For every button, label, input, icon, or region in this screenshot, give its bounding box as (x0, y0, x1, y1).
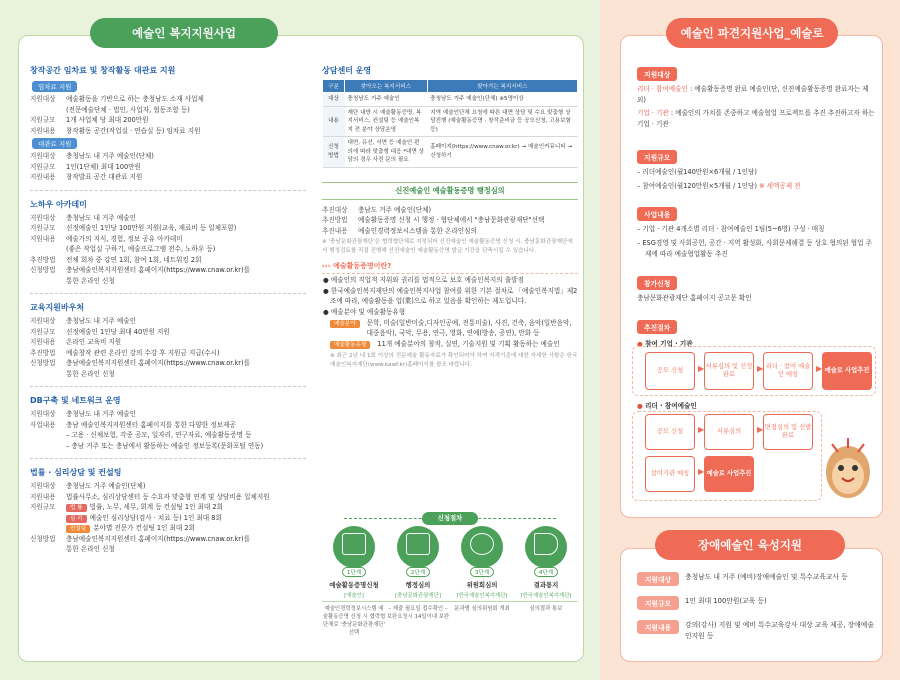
info-value: 심 리 예술인 심리상담(검사 · 치료 등) 1인 최대 8회 (66, 513, 306, 524)
art-note: ※ 최근 2년 내 1회 이상의 전문예술 활동자료가 확인되어야 하며 자격기준에 대한 자세한 사항은 한국예술인복지재단(www.kawf.kr)홈페이지를 참조 바랍니다. (330, 353, 578, 368)
divider (30, 386, 306, 387)
consult-tag: 심 리 (66, 515, 87, 523)
bullet-item: ● 예술분야 및 예술활동유형 (323, 308, 406, 316)
welfare-column-b (322, 65, 578, 369)
bullet-item: ● 한국예술인복지재단의 예술인복지사업 참여를 위한 기본 절차로 「예술인복지법」제2조에 따라, 예술활동을 업(業)으로 하고 있음을 확인하는 제도입니다. (323, 287, 578, 305)
disabled-row: 지원규모 1인 최대 100만원(교육 등) (637, 596, 875, 610)
db-rows (30, 409, 306, 451)
info-value: 법 률 법률, 노무, 세무, 회계 등 컨설팅 1인 최대 2회 (66, 502, 306, 513)
info-value: 충남예술인복지지원센터 홈페이지(https://www.cnaw.or.kr)를 (66, 359, 250, 367)
voucher-title: 교육지원바우처 (30, 303, 85, 312)
proc-a-title: ● 참여 기업 · 기관 (637, 340, 693, 348)
process-title: 신청절차 (422, 512, 478, 525)
process-step: 4단계 결과통지 [한국예술인복지재단] 심의결과 통보 (514, 526, 578, 613)
center-cell: 대상 (323, 93, 345, 107)
info-row (30, 265, 306, 276)
info-row (30, 105, 306, 116)
info-value: 예술창작 관련 온라인 강의 수강 후 지원금 지급(수시) (66, 348, 220, 357)
disabled-title: 장애예술인 육성지원 (655, 530, 845, 560)
info-row (30, 502, 306, 513)
info-row (322, 205, 578, 216)
process-section (322, 512, 578, 652)
info-value: – 고용 · 신체보험, 각종 공모, 일자리, 연구자료, 예술활동증명 등 (66, 431, 252, 439)
table-row (323, 93, 578, 107)
info-value: 창작발표 공간 대관료 지원 (66, 173, 143, 181)
divider (30, 293, 306, 294)
center-cell: 대면, 유선, 서면 등 예술인 편의에 따라 맞춤형 대응 *대면 상담의 경우 사전 문의 필요 (345, 137, 428, 168)
info-key (30, 276, 66, 287)
venue-tag: 대관료 지원 (32, 138, 77, 149)
info-key (30, 105, 66, 116)
document-icon (333, 526, 375, 568)
info-value: 예술활동증명 신청 시 행정 · 협단체에서 "충남문화관광재단"선택 (358, 216, 545, 224)
content-section (637, 207, 877, 260)
info-key: 추진대상 (322, 205, 348, 214)
what-is-text: 예술활동증명이란? (333, 262, 392, 270)
info-value: 1인(1단체) 최대 100만원 (66, 162, 141, 171)
info-row (30, 369, 306, 380)
info-row (30, 492, 306, 503)
info-row (30, 115, 306, 126)
info-key: 신청방법 (30, 359, 56, 367)
info-row (30, 223, 306, 234)
info-value: 법률사무소, 심리상담센터 등 수요자 맞춤형 연계 및 상담비용 일체지원 (66, 492, 270, 501)
center-cell: 지역 예술인단체 요청에 따른 대면 상담 및 수요 맞춤형 상담진행 (예술활동증명 · 창작준비금 등 공모신청, 고용보험 등) (427, 106, 577, 137)
art-type-row (330, 339, 578, 349)
info-row (322, 226, 578, 237)
info-value: 충청남도 내 거주 예술인 (66, 213, 136, 222)
disabled-row: 지원내용 강의(강사) 지원 및 예비 특수교육강사 대상 교육 제공, 장애예술인지원 등 (637, 620, 875, 642)
info-row (30, 420, 306, 431)
info-value: 통한 온라인 신청 (66, 369, 115, 378)
info-key (30, 244, 66, 255)
info-key: 신청방법 (30, 534, 56, 543)
info-key: 사업내용 (30, 420, 56, 429)
proc-tag: 추진절차 (637, 320, 677, 334)
info-row (30, 234, 306, 245)
scale-section (637, 150, 877, 192)
arrow-right-icon: ▶ (698, 364, 705, 373)
info-value: 충남 예술인복지지원센터 홈페이지를 통한 다양한 정보제공 (66, 420, 236, 429)
info-value: 예술인경력정보시스템을 통한 온라인심의 (358, 226, 477, 235)
scale-2: – 참여예술인(월120만원×5개월 / 1인당) ※ 세액공제 전 (637, 182, 801, 190)
info-value: (전문예술단체 · 법인, 사업자, 협동조합 등) (66, 105, 190, 114)
info-row (30, 513, 306, 524)
disabled-row: 지원대상 충청남도 내 거주 (예비)장애예술인 및 특수교육교사 등 (637, 572, 875, 586)
proc-a-step: 리더 · 참여 예술인 매칭 (763, 352, 813, 390)
proc-b-step: 면접심의 및 선발완료 (763, 414, 813, 450)
info-key (30, 430, 66, 441)
info-key: 추진방법 (30, 255, 56, 264)
center-th: 찾아가는 복지서비스 (427, 80, 577, 93)
info-value: 충청남도 내 거주 예술인(단체) (66, 152, 154, 160)
arrow-right-icon: ▶ (757, 425, 764, 434)
info-key: 지원규모 (30, 503, 56, 511)
apply-text: 충남문화관광재단 홈페이지 공고문 확인 (637, 294, 752, 302)
info-row (30, 276, 306, 287)
info-row (30, 162, 306, 173)
info-value: 선정예술인 1인당 최대 40만원 지원 (66, 327, 170, 336)
center-cell: 재단 내방 시 예술활동증명, 복지서비스, 컨설팅 등 예술인복지 전 분야 상담운영 (345, 106, 428, 137)
content-2: – ESG경영 및 사회공헌, 공간 · 지역 활성화, 사회문제해결 등 상호 협의된 협업 주제에 따라 예술협업활동 추진 (637, 239, 873, 258)
info-value: 예술가의 지식, 경험, 정보 공유 아카데미 (66, 234, 183, 243)
magnifier-icon (461, 526, 503, 568)
center-cell: 충청남도 거주 예술인 (345, 93, 428, 107)
megaphone-icon (525, 526, 567, 568)
center-title: 상담센터 운영 (322, 66, 372, 75)
apply-section (637, 276, 877, 304)
info-row (30, 430, 306, 441)
info-row (30, 348, 306, 359)
info-value: 충청남도 내 거주 예술인 (66, 410, 136, 418)
mascot-illustration (820, 432, 876, 504)
info-key: 지원대상 (30, 317, 56, 325)
proc-a-step: 서류심의 및 선정 완료 (704, 352, 754, 390)
info-value: 컨설팅 분야별 전문가 컨설팅 1인 최대 2회 (66, 523, 306, 534)
info-row (30, 244, 306, 255)
info-row (30, 327, 306, 338)
info-key: 신청방법 (30, 266, 56, 274)
db-title: DB구축 및 네트워크 운영 (30, 396, 121, 405)
scale-1: – 리더예술인(월140만원×6개월 / 1인당) (637, 168, 757, 176)
what-is-title: ››› 예술활동증명이란? (322, 261, 578, 274)
new-artist-note: ※ '충남문화관광재단'은 협력협단체로 지정되어 신진예술인 예술활동증명 신청 시, 충남문화관광재단에서 행정검토를 직접 진행해 신진예술인 예술활동증명 발급 기간을 단축시킬 수 있습니다. (322, 239, 573, 254)
info-row (30, 151, 306, 162)
scale-tag: 지원규모 (637, 150, 677, 164)
info-key: 지원내용 (30, 126, 56, 135)
center-cell: 충청남도 거주 예술인(단체) ※5명이상 (427, 93, 577, 107)
info-key: 지원대상 (30, 482, 56, 490)
info-value: 전체 회차 중 강연 1회, 참여 1회, 네트워킹 2회 (66, 255, 202, 264)
info-value: 충남예술인복지지원센터 홈페이지(https://www.cnaw.or.kr)를 (66, 534, 250, 543)
info-value: 온라인 교육비 지원 (66, 338, 122, 346)
center-th: 찾아오는 복지서비스 (345, 80, 428, 93)
info-key: 지원대상 (30, 410, 56, 418)
arrow-right-icon: ▶ (698, 467, 705, 476)
voucher-rows (30, 316, 306, 379)
info-key: 지원대상 (30, 95, 56, 103)
knowhow-title: 노하우 아카데미 (30, 199, 87, 209)
info-row (30, 213, 306, 224)
info-row (30, 523, 306, 534)
rent-tag: 임차료 지원 (32, 81, 77, 92)
content-1: – 기업 · 기관 4개소별 리더 · 참여예술인 1팀(5~6명) 구성 · 매칭 (637, 225, 825, 233)
dispatch-title: 예술인 파견지원사업_예술로 (666, 18, 838, 48)
content-tag: 사업내용 (637, 207, 677, 221)
proc-b-step: 공모 신청 (645, 414, 695, 450)
target-tag: 지원대상 (637, 67, 677, 81)
creative-space-title: 창작공간 임차료 및 창작활동 대관료 지원 (30, 66, 176, 75)
new-artist-rows (322, 205, 578, 237)
info-key: 지원규모 (30, 162, 56, 171)
legal-rows (30, 481, 306, 555)
info-value: 창작활동 공간(작업실 · 연습실 등) 임차료 지원 (66, 126, 201, 135)
proc-b-step: 예술로 사업추진 (704, 456, 754, 492)
info-key (30, 441, 66, 452)
proc-b-title: ● 리더 · 참여예술인 (637, 402, 697, 410)
process-step: 2단계 행정심의 [충남문화관광재단] – 제출 필요일 접수확인 – 보완요청시 14일이내 보완 (386, 526, 450, 621)
consult-tag: 컨설팅 (66, 525, 90, 533)
info-row (30, 316, 306, 327)
welfare-column-a (30, 65, 306, 555)
art-field-row (330, 318, 578, 338)
table-row (323, 106, 578, 137)
info-key (30, 369, 66, 380)
info-row (30, 544, 306, 555)
info-value: 충남도 거주 예술인(단체) (358, 205, 432, 214)
center-table (322, 79, 578, 168)
divider (30, 190, 306, 191)
info-value: 1개 사업체 당 최대 200만원 (66, 116, 149, 124)
target-section (637, 67, 877, 130)
info-row (322, 215, 578, 226)
info-row (30, 534, 306, 545)
info-row (30, 409, 306, 420)
art-type-tag: 예술활동유형 (330, 341, 370, 349)
apply-tag: 참가신청 (637, 276, 677, 290)
info-key: 지원규모 (30, 116, 56, 124)
info-value: (좋은 작업실 구하기, 예술프로그램 전수, 노하우 등) (66, 245, 216, 253)
arrow-right-icon: ▶ (757, 364, 764, 373)
info-row (30, 481, 306, 492)
proc-a-step: 예술로 사업추진 (822, 352, 872, 390)
process-step: 1단계 예술활동증명신청 [예술인] 예술인경력정보시스템 예술활동증명 신청 시 협력협단체로 '충남문화관광재단' 선택 (322, 526, 386, 637)
info-value: 통한 온라인 신청 (66, 545, 115, 553)
venue-rows (30, 151, 306, 183)
info-key: 지원규모 (30, 224, 56, 232)
center-th: 구분 (323, 80, 345, 93)
proc-a-step: 공모 신청 (645, 352, 695, 390)
info-row (30, 255, 306, 266)
info-key: 지원내용 (30, 173, 56, 181)
info-value: 충청남도 거주 예술인(단체) (66, 482, 146, 490)
knowhow-rows (30, 213, 306, 287)
info-key: 추진방법 (322, 216, 348, 224)
target-text: 리더 · 참여예술인 : 예술활동증명 완료 예술인(단, 신진예술활동증명 완료자는 제외) (637, 85, 869, 104)
proc-b-step: 참여기관 매칭 (645, 456, 695, 492)
info-key: 지원내용 (30, 234, 56, 243)
center-cell: 신청방법 (323, 137, 345, 168)
art-field-text: 문학, 미술(일반미술,디자인공예, 전통미술), 사진, 건축, 음악(일반음악, 대중음악), 국악, 무용, 연극, 영화, 연예(방송, 공연), 만화 등 (366, 319, 572, 337)
info-key: 지원대상 (30, 152, 56, 160)
target-text-2: 기업 · 기관 : 예술인의 가치를 존중하고 예술협업 프로젝트를 추진 추진하고자 하는 기업 · 기관 (637, 109, 875, 128)
arrow-right-icon: ▶ (816, 364, 823, 373)
art-field-tag: 예술분야 (330, 320, 360, 328)
info-row (30, 358, 306, 369)
info-key: 추진내용 (322, 226, 348, 235)
info-value: 예술활동을 기반으로 하는 충청남도 소재 사업체 (66, 95, 204, 103)
info-key (30, 523, 66, 534)
info-row (30, 126, 306, 137)
info-key: 지원대상 (30, 213, 56, 222)
info-key: 지원내용 (30, 338, 56, 346)
process-step: 3단계 위원회심의 [한국예술인복지재단] 분과별 심의위원회 개최 (450, 526, 514, 613)
proc-b-step: 서류심의 (704, 414, 754, 450)
info-value: 통한 온라인 신청 (66, 276, 115, 285)
info-value: 충남예술인복지지원센터 홈페이지(https://www.cnaw.or.kr)를 (66, 266, 250, 274)
info-key (30, 544, 66, 555)
art-type-text: 11개 예술분야의 창작, 실연, 기술지원 및 기획 활동하는 예술인 (377, 340, 560, 348)
info-key: 추진방법 (30, 348, 56, 357)
info-row (30, 94, 306, 105)
info-key: 지원내용 (30, 492, 56, 501)
bullet-item: ● 예술인의 직업적 지위와 권리를 법적으로 보호 예술인복지의 출발점 (323, 276, 524, 284)
info-key: 지원규모 (30, 327, 56, 336)
checklist-icon (397, 526, 439, 568)
legal-title: 법률 · 심리상담 및 컨설팅 (30, 468, 122, 477)
info-value: – 충남 거주 또는 충남에서 활동하는 예술인 정보등록(문화포털 연동) (66, 441, 264, 450)
info-value: 충청남도 내 거주 예술인 (66, 317, 136, 325)
divider (30, 458, 306, 459)
consult-tag: 법 률 (66, 504, 87, 512)
new-artist-title: 신진예술인 예술활동증명 행정심의 (322, 182, 578, 200)
rent-rows (30, 94, 306, 136)
welfare-title: 예술인 복지지원사업 (90, 18, 278, 48)
info-row (30, 172, 306, 183)
info-row (30, 337, 306, 348)
info-key (30, 513, 66, 524)
info-row (30, 441, 306, 452)
center-cell: 내용 (323, 106, 345, 137)
arrow-right-icon: ▶ (698, 425, 705, 434)
center-cell: 홈페이지(https://www.cnaw.or.kr) → 예술인커뮤니티 → 신청하기 (427, 137, 577, 168)
info-value: 선정예술인 1인당 100만원 지원(교육, 재료비 등 일체포함) (66, 224, 237, 232)
table-row (323, 137, 578, 168)
